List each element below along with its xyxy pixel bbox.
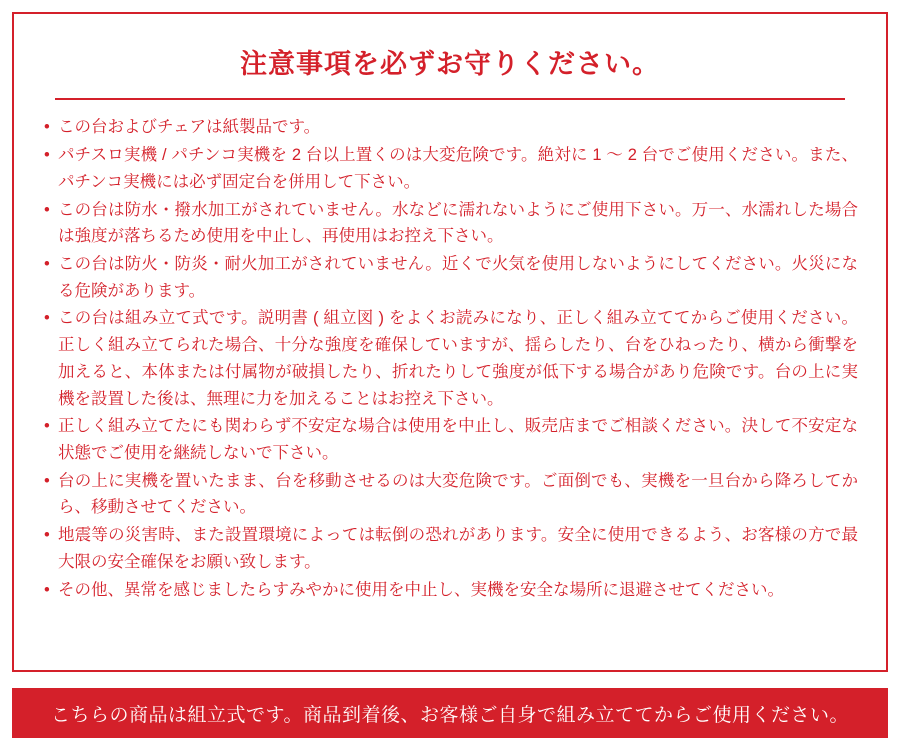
list-item-text: この台およびチェアは紙製品です。: [58, 118, 321, 137]
list-item-text: この台は防火・防炎・耐火加工がされていません。近くで火気を使用しないようにしてください。火災になる危険があります。: [58, 254, 858, 300]
list-item: [44, 577, 858, 604]
list-item-text: パチスロ実機 / パチンコ実機を 2 台以上置くのは大変危険です。絶対に 1 ～ 2 台でご使用ください。また、パチンコ実機には必ず固定台を併用して下さい。: [58, 146, 858, 191]
list-item-text: その他、異常を感じましたらすみやかに使用を中止し、実機を安全な場所に退避させてください。: [58, 580, 784, 599]
list-item: [44, 305, 858, 412]
list-item: [44, 251, 858, 304]
list-item: [44, 522, 858, 575]
bullet-icon: •: [44, 417, 50, 436]
bullet-icon: •: [44, 471, 50, 490]
notice-list: [44, 114, 858, 603]
list-item-text: 正しく組み立てたにも関わらず不安定な場合は使用を中止し、販売店までご相談ください。決して不安定な状態でご使用を継続しないで下さい。: [58, 417, 858, 463]
bullet-icon: •: [44, 526, 50, 545]
list-item: [44, 197, 858, 250]
bullet-icon: •: [44, 580, 50, 599]
list-item: [44, 142, 858, 195]
list-item: [44, 468, 858, 521]
notice-box: [12, 12, 888, 672]
bullet-icon: •: [44, 146, 50, 165]
list-item-text: この台は防水・撥水加工がされていません。水などに濡れないようにご使用下さい。万一、水濡れした場合は強度が落ちるため使用を中止し、再使用はお控え下さい。: [58, 200, 858, 246]
bullet-icon: •: [44, 200, 50, 219]
bullet-icon: •: [44, 254, 50, 273]
title-divider: [55, 98, 845, 100]
list-item: [44, 413, 858, 466]
list-item-text: この台は組み立て式です。説明書 ( 組立図 ) をよくお読みになり、正しく組み立ててからご使用ください。正しく組み立てられた場合、十分な強度を確保していますが、揺らしたり、台をひねったり、横から衝撃を加えると、本体または付属物が破損したり、折れたりして強度が低下する場合があり危険です。台の上に実機を設置した後は、無理に力を加えることはお控え下さい。: [58, 309, 858, 408]
footer-text: こちらの商品は組立式です。商品到着後、お客様ご自身で組み立ててからご使用ください。: [51, 704, 849, 726]
bullet-icon: •: [44, 118, 50, 137]
footer-banner: [12, 688, 888, 738]
list-item-text: 地震等の災害時、また設置環境によっては転倒の恐れがあります。安全に使用できるよう、お客様の方で最大限の安全確保をお願い致します。: [58, 526, 858, 571]
list-item-text: 台の上に実機を置いたまま、台を移動させるのは大変危険です。ご面倒でも、実機を一旦台から降ろしてから、移動させてください。: [58, 471, 858, 517]
bullet-icon: •: [44, 309, 50, 328]
page-title: 注意事項を必ずお守りください。: [240, 49, 660, 79]
list-item: [44, 114, 858, 141]
